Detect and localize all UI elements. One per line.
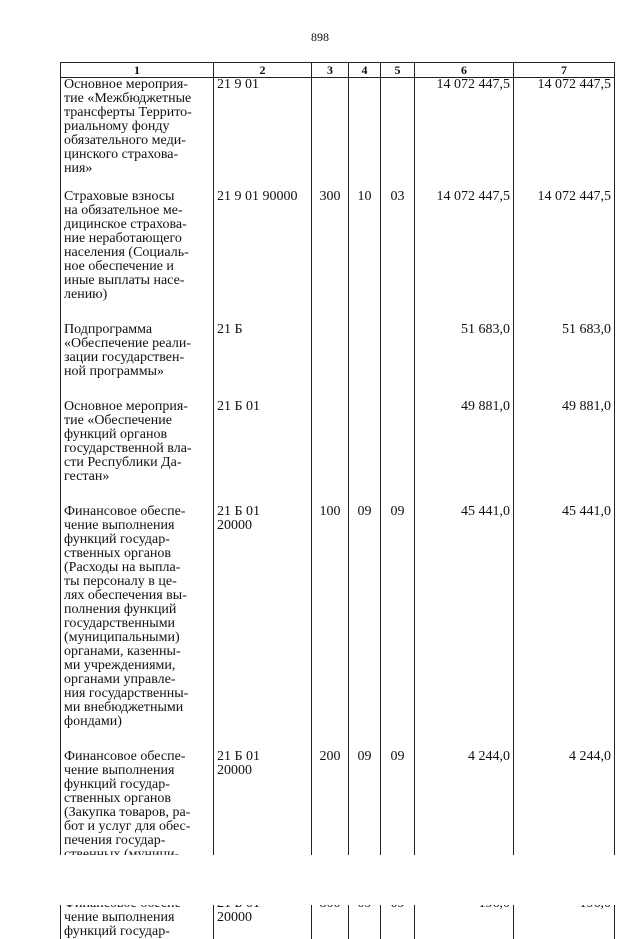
section-code: 10 [349, 190, 381, 323]
subsection-code: 09 [381, 750, 415, 897]
amount-col-6: 4 244,0 [415, 750, 514, 897]
expense-type-code [312, 400, 349, 505]
expense-type-code: 300 [312, 190, 349, 323]
target-code [214, 505, 312, 750]
target-code-line: 21 9 01 [217, 78, 308, 92]
expense-name-line: Основное мероприя- [64, 400, 210, 414]
expense-name-line: ние неработающего [64, 232, 210, 246]
table-row [61, 400, 615, 505]
table-row [61, 190, 615, 323]
section-code [349, 400, 381, 505]
expense-name-line: функций государ- [64, 925, 210, 939]
expense-name-line: ственных органов [64, 547, 210, 561]
amount-col-7: 14 072 447,5 [514, 190, 615, 323]
amount-col-7: 51 683,0 [514, 323, 615, 400]
expense-name [61, 190, 214, 323]
expense-name-line: лях обеспечения вы- [64, 589, 210, 603]
page-number: 898 [0, 30, 640, 45]
expense-name-line: Финансовое обеспе- [64, 750, 210, 764]
expense-name-line: ми учреждениями, [64, 659, 210, 673]
expense-name-line: органами управле- [64, 673, 210, 687]
expense-name-line: (Закупка товаров, ра- [64, 806, 210, 820]
expense-name-line: органами, казенны- [64, 645, 210, 659]
expense-name-line: ное обеспечение и [64, 260, 210, 274]
table-row [61, 78, 615, 191]
expense-name-line: трансферты Террито- [64, 106, 210, 120]
target-code-line: 21 Б 01 [217, 750, 308, 764]
header-col-7: 7 [514, 63, 615, 78]
subsection-code: 09 [381, 505, 415, 750]
expense-name-line: функций органов [64, 428, 210, 442]
expense-name-line: тие «Межбюджетные [64, 92, 210, 106]
table-row [61, 323, 615, 400]
expense-name [61, 505, 214, 750]
expense-name-line: сти Республики Да- [64, 456, 210, 470]
expense-name-line: зации государствен- [64, 351, 210, 365]
target-code-line: 21 Б 01 [217, 400, 308, 414]
expense-name [61, 323, 214, 400]
subsection-code [381, 400, 415, 505]
target-code [214, 323, 312, 400]
subsection-code [381, 78, 415, 191]
target-code [214, 400, 312, 505]
section-code [349, 323, 381, 400]
amount-col-6: 45 441,0 [415, 505, 514, 750]
header-col-2: 2 [214, 63, 312, 78]
amount-col-7: 14 072 447,5 [514, 78, 615, 191]
expense-type-code [312, 78, 349, 191]
expense-name-line: цинского страхова- [64, 148, 210, 162]
header-col-6: 6 [415, 63, 514, 78]
expense-name [61, 78, 214, 191]
section-code [349, 78, 381, 191]
target-code-line: 20000 [217, 519, 308, 533]
table-row [61, 505, 615, 750]
header-col-4: 4 [349, 63, 381, 78]
expense-name-line: полнения функций [64, 603, 210, 617]
subsection-code: 03 [381, 190, 415, 323]
target-code [214, 190, 312, 323]
expense-name-line: чение выполнения [64, 911, 210, 925]
header-col-3: 3 [312, 63, 349, 78]
expense-type-code [312, 323, 349, 400]
amount-col-6: 14 072 447,5 [415, 78, 514, 191]
expense-name-line: (муниципальными) [64, 631, 210, 645]
expense-type-code: 200 [312, 750, 349, 897]
expense-name-line: Подпрограмма [64, 323, 210, 337]
expense-name-line: бот и услуг для обес- [64, 820, 210, 834]
expense-name-line: чение выполнения [64, 764, 210, 778]
expense-name-line: фондами) [64, 715, 210, 729]
expense-name-line: на обязательное ме- [64, 204, 210, 218]
expense-name-line: ми внебюджетными [64, 701, 210, 715]
amount-col-6: 51 683,0 [415, 323, 514, 400]
header-col-1: 1 [61, 63, 214, 78]
expense-name-line: Основное мероприя- [64, 78, 210, 92]
header-col-5: 5 [381, 63, 415, 78]
expense-name-line: лению) [64, 288, 210, 302]
expense-name-line: тие «Обеспечение [64, 414, 210, 428]
expense-name-line: ственных органов [64, 792, 210, 806]
target-code-line: 21 Б [217, 323, 308, 337]
expense-name-line: риальному фонду [64, 120, 210, 134]
budget-table [60, 62, 615, 939]
subsection-code [381, 323, 415, 400]
page-bottom-edge [60, 855, 615, 905]
header-row [61, 63, 615, 78]
expense-name-line: «Обеспечение реали- [64, 337, 210, 351]
table-body [61, 78, 615, 939]
amount-col-6: 14 072 447,5 [415, 190, 514, 323]
amount-col-7: 45 441,0 [514, 505, 615, 750]
expense-name-line: Финансовое обеспе- [64, 505, 210, 519]
expense-name-line: населения (Социаль- [64, 246, 210, 260]
expense-type-code: 100 [312, 505, 349, 750]
target-code-line: 20000 [217, 911, 308, 925]
expense-name-line: функций государ- [64, 778, 210, 792]
target-code-line: 21 9 01 90000 [217, 190, 308, 204]
expense-name-line: гестан» [64, 470, 210, 484]
expense-name [61, 400, 214, 505]
expense-name-line: ния» [64, 162, 210, 176]
expense-name-line: Страховые взносы [64, 190, 210, 204]
section-code: 09 [349, 505, 381, 750]
amount-col-6: 49 881,0 [415, 400, 514, 505]
target-code-line: 20000 [217, 764, 308, 778]
expense-name-line: государственной вла- [64, 442, 210, 456]
amount-col-7: 4 244,0 [514, 750, 615, 897]
target-code-line: 21 Б 01 [217, 505, 308, 519]
expense-name-line: обязательного меди- [64, 134, 210, 148]
expense-name-line: функций государ- [64, 533, 210, 547]
expense-name-line: государственными [64, 617, 210, 631]
expense-name-line: дицинское страхова- [64, 218, 210, 232]
expense-name-line: (Расходы на выпла- [64, 561, 210, 575]
expense-name-line: печения государ- [64, 834, 210, 848]
expense-name-line: ной программы» [64, 365, 210, 379]
expense-name-line: иные выплаты насе- [64, 274, 210, 288]
amount-col-7: 49 881,0 [514, 400, 615, 505]
expense-name-line: ты персоналу в це- [64, 575, 210, 589]
expense-name-line: ния государственны- [64, 687, 210, 701]
target-code [214, 78, 312, 191]
section-code: 09 [349, 750, 381, 897]
expense-name-line: чение выполнения [64, 519, 210, 533]
